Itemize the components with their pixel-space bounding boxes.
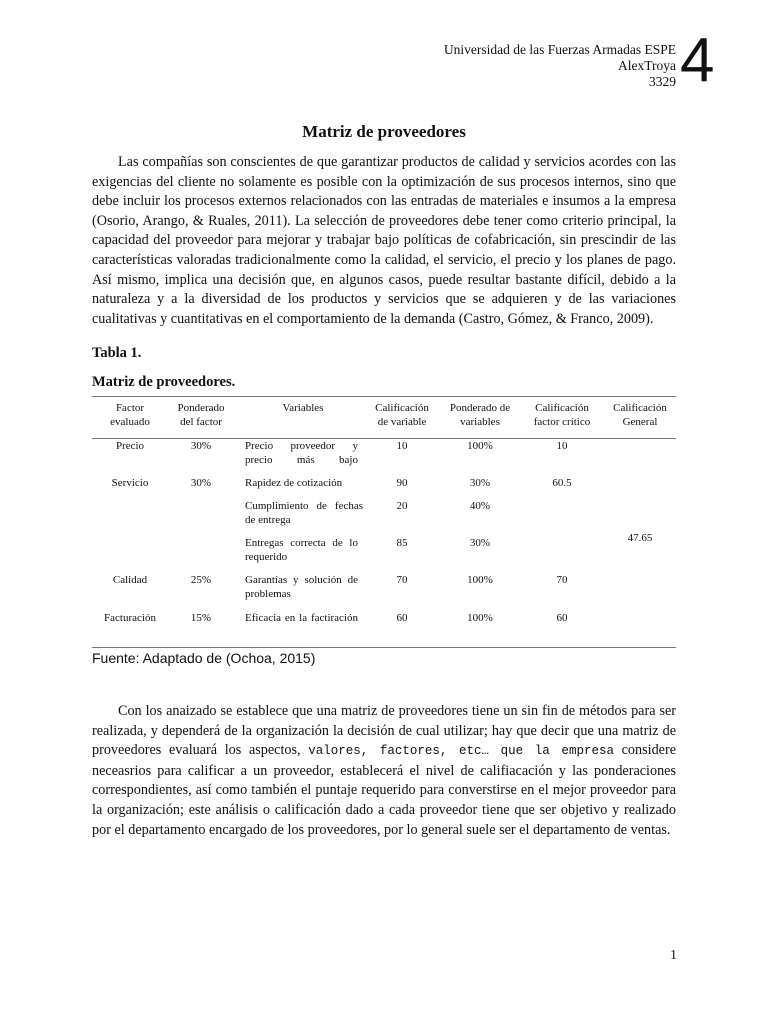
cell-ponderado: 15% bbox=[190, 612, 212, 624]
cell-ponderado: 30% bbox=[190, 440, 212, 452]
paragraph-conclusion bbox=[92, 702, 676, 840]
cell-calif: 70 bbox=[396, 574, 408, 586]
cell-variable: Eficacia en la factiración bbox=[245, 612, 358, 624]
paragraph-conclusion-before: Con los anaizado se establece que una matriz de proveedores tiene un sin fin de métodos para ser realizada, y dependerá de la organización la decisión de cual utilizar; hay que decir que una matriz de proveedores evaluará los aspectos, bbox=[92, 703, 676, 759]
header-id: 3329 bbox=[649, 74, 676, 89]
cell-ponderado: 25% bbox=[190, 574, 212, 586]
col-header-ponderado-variables: Ponderado de variables bbox=[449, 402, 511, 428]
cell-factor: Facturación bbox=[104, 612, 156, 624]
cell-ponderado: 30% bbox=[190, 477, 212, 489]
cell-calif: 20 bbox=[396, 500, 408, 512]
table-header-rule bbox=[92, 438, 676, 439]
col-header-ponderado-factor: Ponderado del factor bbox=[177, 402, 225, 428]
col-header-variables: Variables bbox=[282, 402, 324, 414]
cell-factor: Precio bbox=[115, 440, 145, 452]
paragraph-intro bbox=[92, 153, 676, 329]
cell-factor: Calidad bbox=[112, 574, 148, 586]
col-header-calif-general: Calificación General bbox=[613, 402, 667, 428]
cell-critico: 10 bbox=[556, 440, 568, 452]
paragraph-conclusion-mono: valores, factores, etc… que la empresa bbox=[308, 744, 614, 759]
cell-critico: 60.5 bbox=[552, 477, 572, 489]
cell-calif: 85 bbox=[396, 537, 408, 549]
cell-calif: 60 bbox=[396, 612, 408, 624]
cell-pond-var: 100% bbox=[467, 440, 493, 452]
cell-pond-var: 100% bbox=[467, 612, 493, 624]
page-number: 1 bbox=[670, 948, 677, 963]
cell-pond-var: 40% bbox=[469, 500, 491, 512]
cell-variable: Garantías y solución de problemas bbox=[245, 574, 358, 600]
table-title: Matriz de proveedores. bbox=[92, 374, 236, 390]
table-bottom-rule bbox=[92, 647, 676, 648]
running-header bbox=[444, 42, 676, 90]
col-header-calif-critico: Calificación factor crítico bbox=[533, 402, 591, 428]
cell-critico: 70 bbox=[556, 574, 568, 586]
cell-pond-var: 30% bbox=[469, 477, 491, 489]
cell-calif: 90 bbox=[396, 477, 408, 489]
table-top-rule bbox=[92, 396, 676, 397]
page-title: Matriz de proveedores bbox=[302, 122, 466, 141]
col-header-factor: Factor evaluado bbox=[110, 402, 150, 428]
col-header-calif-variable: Calificación de variable bbox=[375, 402, 429, 428]
cell-variable: Precio proveedor y precio más bajo bbox=[245, 440, 358, 466]
cell-critico: 60 bbox=[556, 612, 568, 624]
paragraph-conclusion-after: considere neceasrios para calificar a un proveedor, establecerá el nivel de califiacación y las ponderaciones correspondientes, así como también el puntaje requerido para converstirse en el mejor proveedor para la organización; este análisis o calificación dado a cada proveedor tiene que ser objetivo y realizado por el departamento encargado de los proveedores, por lo general suele ser el departamento de ventas. bbox=[92, 742, 676, 838]
cell-pond-var: 30% bbox=[469, 537, 491, 549]
cell-variable: Rapidez de cotización bbox=[245, 477, 343, 489]
header-big-number: 4 bbox=[680, 26, 715, 95]
header-institution: Universidad de las Fuerzas Armadas ESPE bbox=[443, 42, 676, 57]
cell-variable: Entregas correcta de lo requerido bbox=[245, 537, 358, 563]
cell-pond-var: 100% bbox=[467, 574, 493, 586]
cell-factor: Servicio bbox=[111, 477, 149, 489]
table-label: Tabla 1. bbox=[92, 345, 142, 361]
cell-variable: Cumplimiento de fechas de entrega bbox=[245, 500, 363, 526]
paragraph-intro-text: Las compañías son conscientes de que garantizar productos de calidad y servicios acordes con las exigencias del cliente no solamente es posible con la optimización de sus procesos internos, sino que debe incluir los procesos externos relacionados con las entradas de materiales e insumos a la empresa (Osorio, Arango, & Ruales, 2011). La selección de proveedores debe tener como criterio principal, la capacidad del proveedor para mejorar y trabajar bajo políticas de cofabricación, sin prescindir de las características valoradas tradicionalmente como la calidad, el servicio, el precio y los planes de pago. Así mismo, implica una decisión que, en algunos casos, puede resultar bastante difícil, debido a la naturaleza y a la diversidad de los productos y servicios que se adquieren y de las variaciones cualitativas y cuantitativas en el comportamiento de la demanda (Castro, Gómez, & Franco, 2009). bbox=[92, 154, 676, 327]
table-source: Fuente: Adaptado de (Ochoa, 2015) bbox=[92, 650, 316, 666]
cell-calif: 10 bbox=[396, 440, 408, 452]
cell-calif-general: 47.65 bbox=[627, 532, 653, 544]
header-author: AlexTroya bbox=[617, 58, 676, 73]
